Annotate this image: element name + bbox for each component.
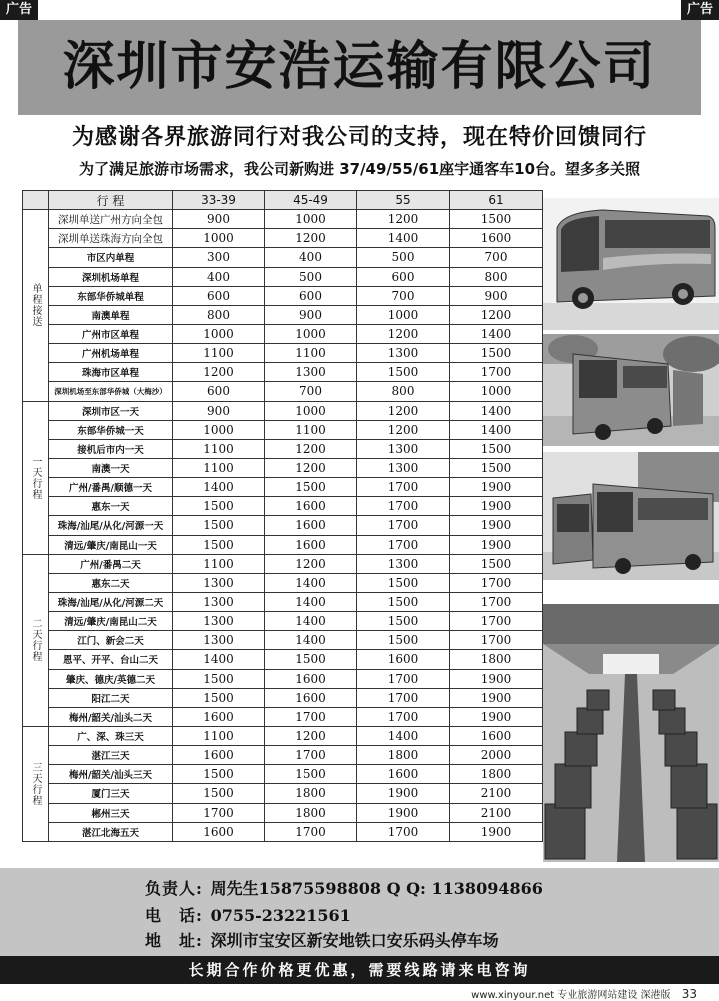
- coach-interior-photo: [543, 604, 719, 862]
- price-cell: 1700: [357, 535, 450, 554]
- price-cell: 500: [265, 267, 357, 286]
- price-cell: 1700: [357, 478, 450, 497]
- category-cell: 三天行程: [23, 726, 49, 841]
- table-row: [23, 803, 543, 822]
- price-cell: 1600: [173, 746, 265, 765]
- price-cell: 1900: [450, 688, 543, 707]
- price-cell: 600: [173, 382, 265, 401]
- table-row: [23, 382, 543, 401]
- table-row: [23, 344, 543, 363]
- price-cell: 300: [173, 248, 265, 267]
- table-row: [23, 458, 543, 477]
- table-row: [23, 592, 543, 611]
- price-cell: 800: [357, 382, 450, 401]
- address-label: 地 址:: [145, 931, 203, 950]
- route-cell: 湛江三天: [49, 746, 173, 765]
- category-cell: 二天行程: [23, 554, 49, 726]
- price-cell: 1200: [357, 420, 450, 439]
- table-row: [23, 726, 543, 745]
- slogan-bar: 长期合作价格更优惠，需要线路请来电咨询: [0, 956, 719, 984]
- price-cell: 1200: [357, 401, 450, 420]
- price-cell: 400: [265, 248, 357, 267]
- table-row: [23, 324, 543, 343]
- route-cell: 广州机场单程: [49, 344, 173, 363]
- price-cell: 1600: [357, 765, 450, 784]
- route-cell: 清远/肇庆/南昆山二天: [49, 612, 173, 631]
- route-cell: 厦门三天: [49, 784, 173, 803]
- price-cell: 1600: [265, 516, 357, 535]
- price-cell: 1300: [357, 554, 450, 573]
- price-cell: 700: [450, 248, 543, 267]
- price-cell: 1300: [357, 458, 450, 477]
- price-cell: 2000: [450, 746, 543, 765]
- price-cell: 900: [173, 401, 265, 420]
- table-row: [23, 707, 543, 726]
- price-cell: 1800: [265, 784, 357, 803]
- table-row: [23, 286, 543, 305]
- table-row: [23, 631, 543, 650]
- table-row: [23, 210, 543, 229]
- route-cell: 广州市区单程: [49, 324, 173, 343]
- category-cell: 单程接送: [23, 210, 49, 401]
- price-cell: 1400: [265, 612, 357, 631]
- company-name: 深圳市安浩运输有限公司: [62, 37, 657, 97]
- price-cell: 1000: [173, 324, 265, 343]
- route-cell: 深圳机场单程: [49, 267, 173, 286]
- price-cell: 1700: [450, 631, 543, 650]
- price-cell: 1700: [357, 669, 450, 688]
- table-row: [23, 401, 543, 420]
- route-cell: 珠海/汕尾/从化/河源二天: [49, 592, 173, 611]
- price-cell: 1700: [450, 573, 543, 592]
- coach-photo-pair: [543, 452, 719, 580]
- route-cell: 惠东一天: [49, 497, 173, 516]
- route-cell: 深圳市区一天: [49, 401, 173, 420]
- price-cell: 1100: [173, 439, 265, 458]
- price-cell: 1700: [357, 688, 450, 707]
- table-row: [23, 669, 543, 688]
- price-cell: 700: [265, 382, 357, 401]
- price-cell: 1500: [173, 765, 265, 784]
- category-cell: 一天行程: [23, 401, 49, 554]
- footer-edition: 深港版: [640, 990, 671, 1001]
- price-cell: 1900: [450, 669, 543, 688]
- price-cell: 1600: [450, 726, 543, 745]
- route-cell: 南澳一天: [49, 458, 173, 477]
- price-cell: 900: [265, 305, 357, 324]
- phone-label: 电 话:: [145, 906, 203, 925]
- page-number: 33: [681, 987, 697, 1001]
- price-cell: 1500: [450, 554, 543, 573]
- price-cell: 1200: [357, 210, 450, 229]
- price-cell: 1100: [265, 420, 357, 439]
- route-cell: 江门、新会二天: [49, 631, 173, 650]
- price-cell: 1600: [265, 497, 357, 516]
- price-cell: 1700: [265, 707, 357, 726]
- price-cell: 1500: [450, 458, 543, 477]
- price-cell: 600: [265, 286, 357, 305]
- person-label: 负责人:: [145, 879, 203, 898]
- price-cell: 1500: [450, 439, 543, 458]
- price-cell: 500: [357, 248, 450, 267]
- price-cell: 1000: [265, 210, 357, 229]
- price-cell: 1200: [265, 458, 357, 477]
- route-cell: 广州/番禺二天: [49, 554, 173, 573]
- price-cell: 1400: [357, 726, 450, 745]
- price-cell: 900: [450, 286, 543, 305]
- coach-photo-parked: [543, 334, 719, 446]
- price-cell: 1300: [173, 592, 265, 611]
- route-cell: 南澳单程: [49, 305, 173, 324]
- table-row: [23, 439, 543, 458]
- price-cell: 1400: [450, 401, 543, 420]
- price-cell: 1400: [265, 573, 357, 592]
- route-cell: 肇庆、德庆/英德二天: [49, 669, 173, 688]
- price-cell: 1500: [357, 612, 450, 631]
- table-row: [23, 478, 543, 497]
- table-body: [23, 210, 543, 842]
- price-cell: 1100: [173, 726, 265, 745]
- price-cell: 1900: [450, 478, 543, 497]
- price-cell: 1900: [357, 803, 450, 822]
- price-table-container: [22, 190, 542, 842]
- price-cell: 1200: [265, 229, 357, 248]
- route-cell: 湛江北海五天: [49, 822, 173, 841]
- price-cell: 600: [173, 286, 265, 305]
- route-cell: 阳江二天: [49, 688, 173, 707]
- price-cell: 1600: [265, 669, 357, 688]
- route-cell: 深圳单送广州方向全包: [49, 210, 173, 229]
- price-cell: 1900: [450, 497, 543, 516]
- table-row: [23, 535, 543, 554]
- price-cell: 1500: [450, 210, 543, 229]
- price-cell: 1700: [265, 746, 357, 765]
- price-cell: 1000: [173, 229, 265, 248]
- header-seats-45-49: 45-49: [265, 191, 357, 210]
- route-cell: 广、深、珠三天: [49, 726, 173, 745]
- price-cell: 1500: [173, 688, 265, 707]
- price-cell: 1800: [265, 803, 357, 822]
- contact-box: [0, 868, 719, 956]
- price-cell: 1000: [173, 420, 265, 439]
- table-row: [23, 497, 543, 516]
- price-cell: 1100: [173, 458, 265, 477]
- price-cell: 1500: [265, 478, 357, 497]
- price-cell: 1400: [265, 631, 357, 650]
- price-cell: 1700: [450, 592, 543, 611]
- table-row: [23, 420, 543, 439]
- route-cell: 梅州/韶关/汕头二天: [49, 707, 173, 726]
- price-cell: 1700: [450, 612, 543, 631]
- header-seats-61: 61: [450, 191, 543, 210]
- contact-phone-line: [145, 903, 351, 926]
- header-route: 行 程: [49, 191, 173, 210]
- contact-person-line: [145, 876, 543, 899]
- route-cell: 深圳机场至东部华侨城（大梅沙）: [49, 382, 173, 401]
- tagline-thanks: 为感谢各界旅游同行对我公司的支持，现在特价回馈同行: [71, 125, 647, 150]
- price-cell: 1500: [450, 344, 543, 363]
- price-cell: 1900: [450, 822, 543, 841]
- table-row: [23, 612, 543, 631]
- table-header-row: [23, 191, 543, 210]
- price-cell: 1500: [357, 592, 450, 611]
- price-cell: 1400: [173, 650, 265, 669]
- table-row: [23, 573, 543, 592]
- table-row: [23, 650, 543, 669]
- price-cell: 1900: [450, 535, 543, 554]
- price-cell: 1500: [173, 669, 265, 688]
- price-cell: 1400: [265, 592, 357, 611]
- price-cell: 1200: [265, 554, 357, 573]
- ad-tag-left: 广告: [0, 0, 38, 20]
- route-cell: 惠东二天: [49, 573, 173, 592]
- price-cell: 1300: [265, 363, 357, 382]
- price-cell: 2100: [450, 803, 543, 822]
- route-cell: 深圳单送珠海方向全包: [49, 229, 173, 248]
- price-cell: 1500: [173, 535, 265, 554]
- price-cell: 1500: [173, 516, 265, 535]
- price-cell: 1600: [357, 650, 450, 669]
- price-cell: 1300: [357, 344, 450, 363]
- price-cell: 1500: [265, 765, 357, 784]
- price-cell: 800: [450, 267, 543, 286]
- phone-value: 0755-23221561: [210, 906, 351, 925]
- route-cell: 梅州/韶关/汕头三天: [49, 765, 173, 784]
- price-cell: 1400: [450, 420, 543, 439]
- table-row: [23, 784, 543, 803]
- price-cell: 1700: [450, 363, 543, 382]
- price-cell: 700: [357, 286, 450, 305]
- table-row: [23, 229, 543, 248]
- contact-address-line: [145, 928, 499, 951]
- price-cell: 1100: [173, 344, 265, 363]
- price-cell: 1500: [357, 573, 450, 592]
- price-cell: 1300: [173, 631, 265, 650]
- price-cell: 1000: [265, 401, 357, 420]
- price-cell: 1600: [265, 535, 357, 554]
- price-cell: 1200: [173, 363, 265, 382]
- route-cell: 广州/番禺/顺德一天: [49, 478, 173, 497]
- table-row: [23, 267, 543, 286]
- table-row: [23, 746, 543, 765]
- price-cell: 1800: [450, 765, 543, 784]
- price-cell: 900: [173, 210, 265, 229]
- route-cell: 恩平、开平、台山二天: [49, 650, 173, 669]
- price-cell: 1800: [450, 650, 543, 669]
- price-cell: 1500: [357, 363, 450, 382]
- price-cell: 1100: [173, 554, 265, 573]
- price-cell: 1700: [357, 497, 450, 516]
- price-cell: 1000: [450, 382, 543, 401]
- price-cell: 1400: [173, 478, 265, 497]
- price-cell: 1000: [265, 324, 357, 343]
- price-cell: 1600: [173, 822, 265, 841]
- person-value: 周先生15875598808 Q Q: 1138094866: [210, 879, 543, 898]
- price-cell: 2100: [450, 784, 543, 803]
- address-value: 深圳市宝安区新安地铁口安乐码头停车场: [210, 931, 499, 950]
- price-cell: 1500: [265, 650, 357, 669]
- price-table: [22, 190, 543, 842]
- price-cell: 400: [173, 267, 265, 286]
- coach-photo-side: [543, 198, 719, 330]
- table-row: [23, 305, 543, 324]
- route-cell: 珠海/汕尾/从化/河源一天: [49, 516, 173, 535]
- price-cell: 1400: [450, 324, 543, 343]
- header-seats-55: 55: [357, 191, 450, 210]
- table-row: [23, 248, 543, 267]
- header-seats-33-39: 33-39: [173, 191, 265, 210]
- company-banner: [18, 20, 701, 115]
- route-cell: 清远/肇庆/南昆山一天: [49, 535, 173, 554]
- route-cell: 珠海市区单程: [49, 363, 173, 382]
- price-cell: 1600: [173, 707, 265, 726]
- route-cell: 接机后市内一天: [49, 439, 173, 458]
- price-cell: 1300: [173, 573, 265, 592]
- price-cell: 1900: [357, 784, 450, 803]
- tagline-new-buses: 为了满足旅游市场需求，我公司新购进 37/49/55/61座宇通客车10台。望多多关照: [78, 160, 641, 178]
- price-cell: 1700: [357, 822, 450, 841]
- ad-tag-right: 广告: [681, 0, 719, 20]
- price-cell: 1300: [173, 612, 265, 631]
- price-cell: 1600: [265, 688, 357, 707]
- price-cell: 800: [173, 305, 265, 324]
- price-cell: 1900: [450, 707, 543, 726]
- price-cell: 1200: [265, 439, 357, 458]
- price-cell: 1600: [450, 229, 543, 248]
- price-cell: 1700: [265, 822, 357, 841]
- page-footer: [471, 986, 697, 1001]
- price-cell: 1200: [265, 726, 357, 745]
- price-cell: 1500: [173, 497, 265, 516]
- price-cell: 1700: [357, 707, 450, 726]
- price-cell: 1900: [450, 516, 543, 535]
- price-cell: 1500: [357, 631, 450, 650]
- price-cell: 1700: [173, 803, 265, 822]
- table-row: [23, 363, 543, 382]
- table-row: [23, 516, 543, 535]
- table-row: [23, 554, 543, 573]
- route-cell: 郴州三天: [49, 803, 173, 822]
- footer-site: www.xinyour.net 专业旅游网站建设: [471, 990, 638, 1001]
- table-row: [23, 765, 543, 784]
- price-cell: 1800: [357, 746, 450, 765]
- route-cell: 东部华侨城一天: [49, 420, 173, 439]
- price-cell: 1000: [357, 305, 450, 324]
- header-category: [23, 191, 49, 210]
- price-cell: 1300: [357, 439, 450, 458]
- table-row: [23, 688, 543, 707]
- route-cell: 东部华侨城单程: [49, 286, 173, 305]
- price-cell: 1500: [173, 784, 265, 803]
- price-cell: 1200: [450, 305, 543, 324]
- table-row: [23, 822, 543, 841]
- price-cell: 1700: [357, 516, 450, 535]
- price-cell: 1400: [357, 229, 450, 248]
- price-cell: 1100: [265, 344, 357, 363]
- price-cell: 1200: [357, 324, 450, 343]
- route-cell: 市区内单程: [49, 248, 173, 267]
- price-cell: 600: [357, 267, 450, 286]
